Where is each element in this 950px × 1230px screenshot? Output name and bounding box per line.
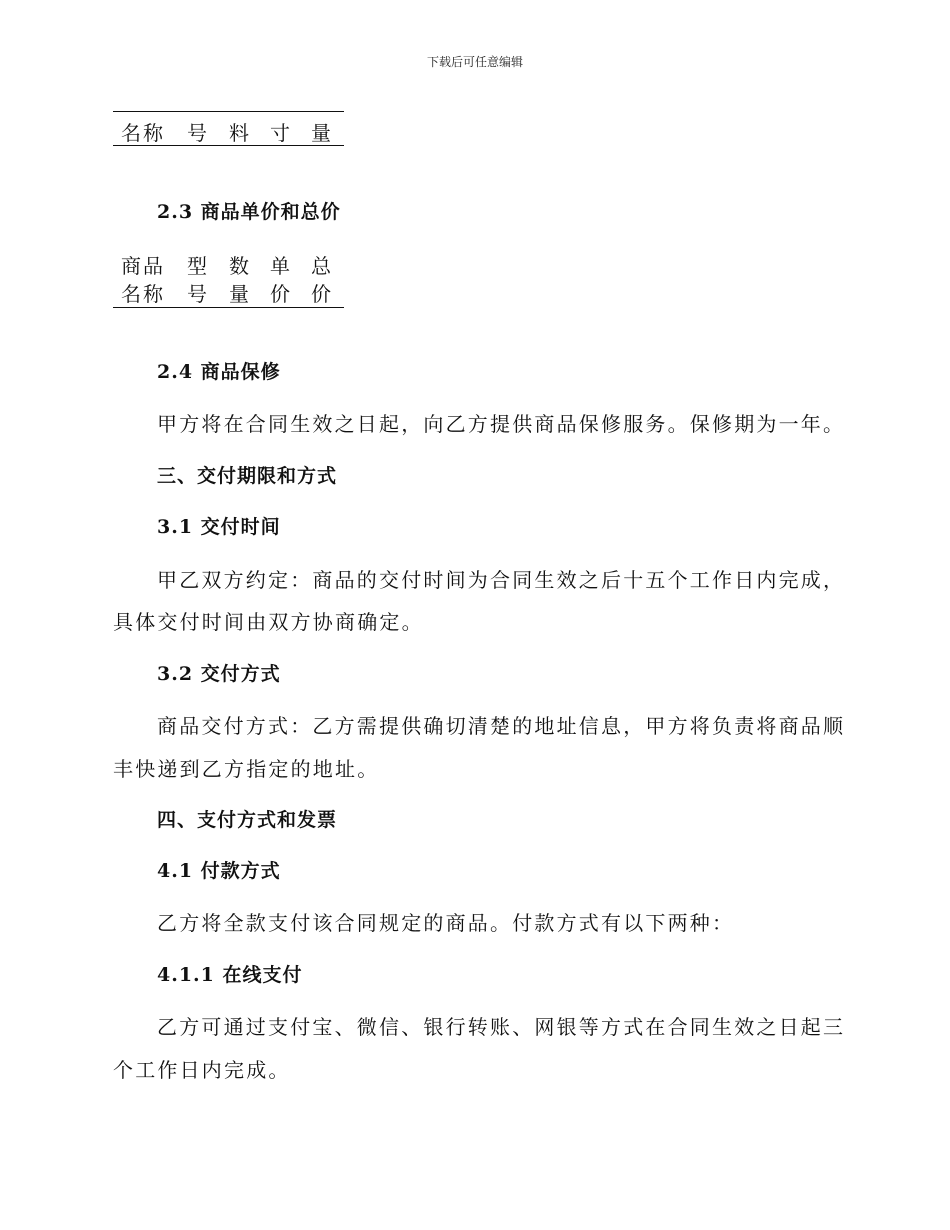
table-spec-fragment [113,111,344,147]
section-heading-3-2: 3.2 交付方式 [157,663,281,685]
section-heading-4: 四、支付方式和发票 [157,809,338,831]
table-cell: 量 [311,121,333,145]
section-heading-3-1: 3.1 交付时间 [157,516,281,538]
table-cell: 号 [187,121,209,145]
table-header-cell: 价 [311,282,333,306]
table-header-cell: 单 [270,254,292,278]
table-header-cell: 总 [311,254,333,278]
table-top-rule [113,111,344,112]
paragraph-line: 商品交付方式：乙方需提供确切清楚的地址信息，甲方将负责将商品顺 [157,714,846,738]
section-heading-4-1: 4.1 付款方式 [157,860,281,882]
paragraph-line: 具体交付时间由双方协商确定。 [113,610,424,634]
section-heading-4-1-1: 4.1.1 在线支付 [157,964,303,986]
table-price [113,250,344,310]
paragraph-line: 个工作日内完成。 [113,1058,291,1082]
table-header-cell: 量 [229,282,251,306]
table-header-cell: 价 [270,282,292,306]
table-header-cell: 名称 [121,282,165,306]
section-heading-2-3: 2.3 商品单价和总价 [157,201,341,223]
paragraph-line: 甲乙双方约定：商品的交付时间为合同生效之后十五个工作日内完成， [157,568,846,592]
paragraph: 乙方将全款支付该合同规定的商品。付款方式有以下两种： [157,911,735,935]
table-cell: 寸 [270,121,292,145]
table-header-cell: 商品 [121,254,165,278]
table-header-rule [113,307,344,308]
table-header-cell: 号 [187,282,209,306]
table-header-cell: 型 [187,254,209,278]
paragraph-line: 乙方可通过支付宝、微信、银行转账、网银等方式在合同生效之日起三 [157,1015,846,1039]
table-header-cell: 数 [229,254,251,278]
page-header: 下载后可任意编辑 [426,55,523,69]
table-bottom-rule [113,145,344,146]
section-heading-2-4: 2.4 商品保修 [157,361,281,383]
table-cell: 料 [229,121,251,145]
section-heading-3: 三、交付期限和方式 [157,465,338,487]
paragraph: 甲方将在合同生效之日起，向乙方提供商品保修服务。保修期为一年。 [157,412,846,436]
paragraph-line: 丰快递到乙方指定的地址。 [113,757,380,781]
table-cell: 名称 [121,121,165,145]
